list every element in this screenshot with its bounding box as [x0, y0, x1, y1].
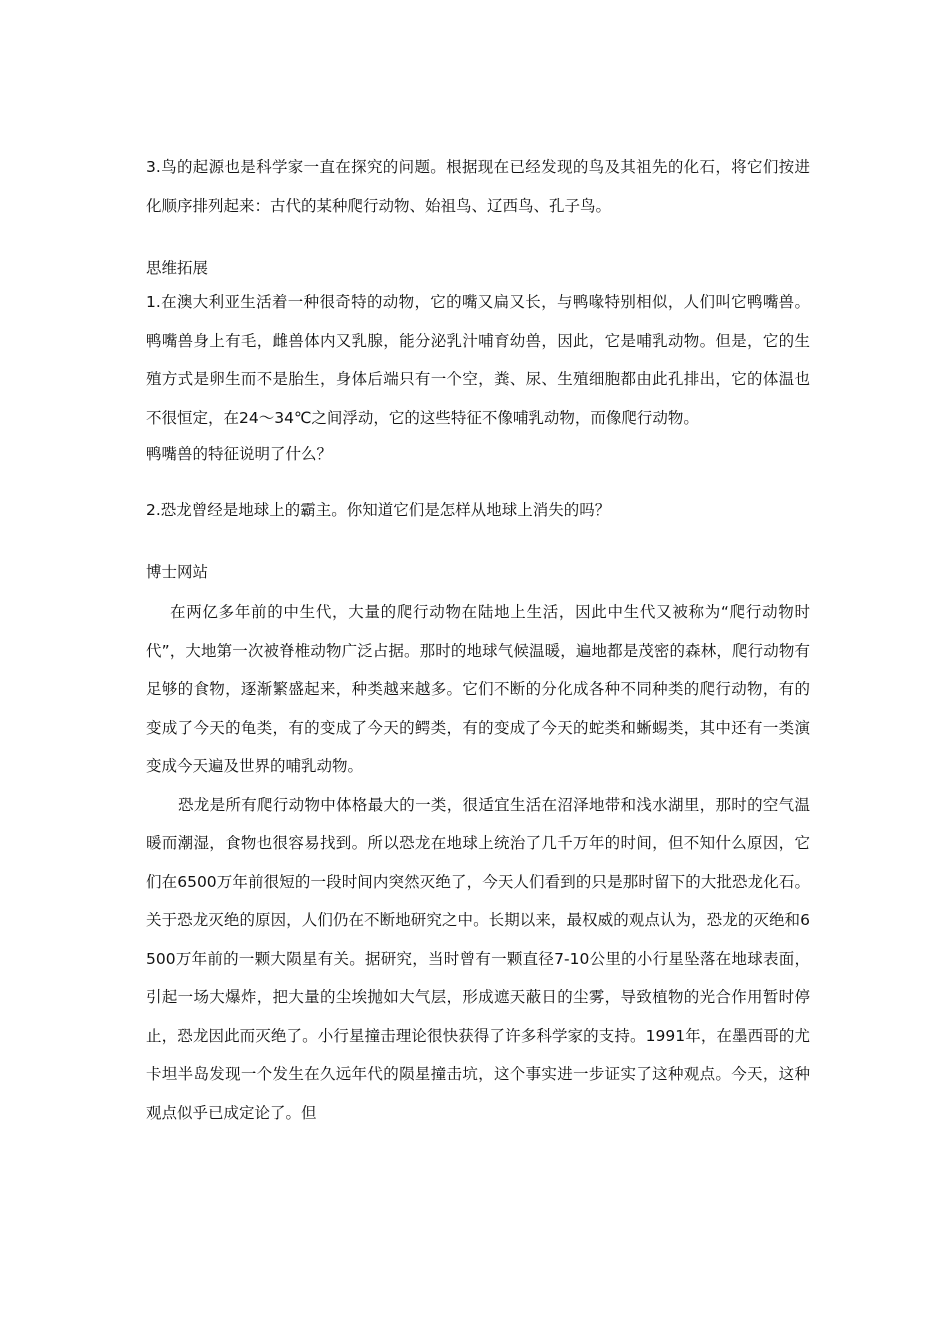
dinosaur-question: 2.恐龙曾经是地球上的霸主。你知道它们是怎样从地球上消失的吗？: [146, 501, 611, 519]
thinking-extension-heading: 思维拓展: [146, 259, 209, 277]
dinosaur-extinction-paragraph: 恐龙是所有爬行动物中体格最大的一类，很适宜生活在沼泽地带和浅水湖里，那时的空气温暖而潮湿，食物也很容易找到。所以恐龙在地球上统治了几千万年的时间，但不知什么原因，它们在6500万年前很短的一段时间内突然灭绝了，今天人们看到的只是那时留下的大批恐龙化石。关于恐龙灭绝的原因，人们仍在不断地研究之中。长期以来，最权威的观点认为，恐龙的灭绝和6500万年前的一颗大陨星有关。据研究，当时曾有一颗直径7-10公里的小行星坠落在地球表面，引起一场大爆炸，把大量的尘埃抛如大气层，形成遮天蔽日的尘雾，导致植物的光合作用暂时停止，恐龙因此而灭绝了。小行星撞击理论很快获得了许多科学家的支持。1991年，在墨西哥的尤卡坦半岛发现一个发生在久远年代的陨星撞击坑，这个事实进一步证实了这种观点。今天，这种观点似乎已成定论了。但: [146, 795, 810, 1122]
platypus-paragraph: 1.在澳大利亚生活着一种很奇特的动物，它的嘴又扁又长，与鸭喙特别相似，人们叫它鸭嘴兽。鸭嘴兽身上有毛，雌兽体内又乳腺，能分泌乳汁哺育幼兽，因此，它是哺乳动物。但是，它的生殖方式是卵生而不是胎生，身体后端只有一个空，粪、尿、生殖细胞都由此孔排出，它的体温也不很恒定，在24～34℃之间浮动，它的这些特征不像哺乳动物，而像爬行动物。: [146, 293, 810, 427]
doctor-website-heading: 博士网站: [146, 563, 209, 581]
mesozoic-paragraph: 在两亿多年前的中生代，大量的爬行动物在陆地上生活，因此中生代又被称为“爬行动物时代”，大地第一次被脊椎动物广泛占据。那时的地球气候温暖，遍地都是茂密的森林，爬行动物有足够的食物，逐渐繁盛起来，种类越来越多。它们不断的分化成各种不同种类的爬行动物，有的变成了今天的龟类，有的变成了今天的鳄类，有的变成了今天的蛇类和蜥蜴类，其中还有一类演变成今天遍及世界的哺乳动物。: [146, 603, 810, 775]
question-3-paragraph: 3.鸟的起源也是科学家一直在探究的问题。根据现在已经发现的鸟及其祖先的化石，将它们按进化顺序排列起来：古代的某种爬行动物、始祖鸟、辽西鸟、孔子鸟。: [146, 158, 810, 215]
platypus-question: 鸭嘴兽的特征说明了什么？: [146, 445, 333, 463]
document-page: [146, 148, 810, 1132]
